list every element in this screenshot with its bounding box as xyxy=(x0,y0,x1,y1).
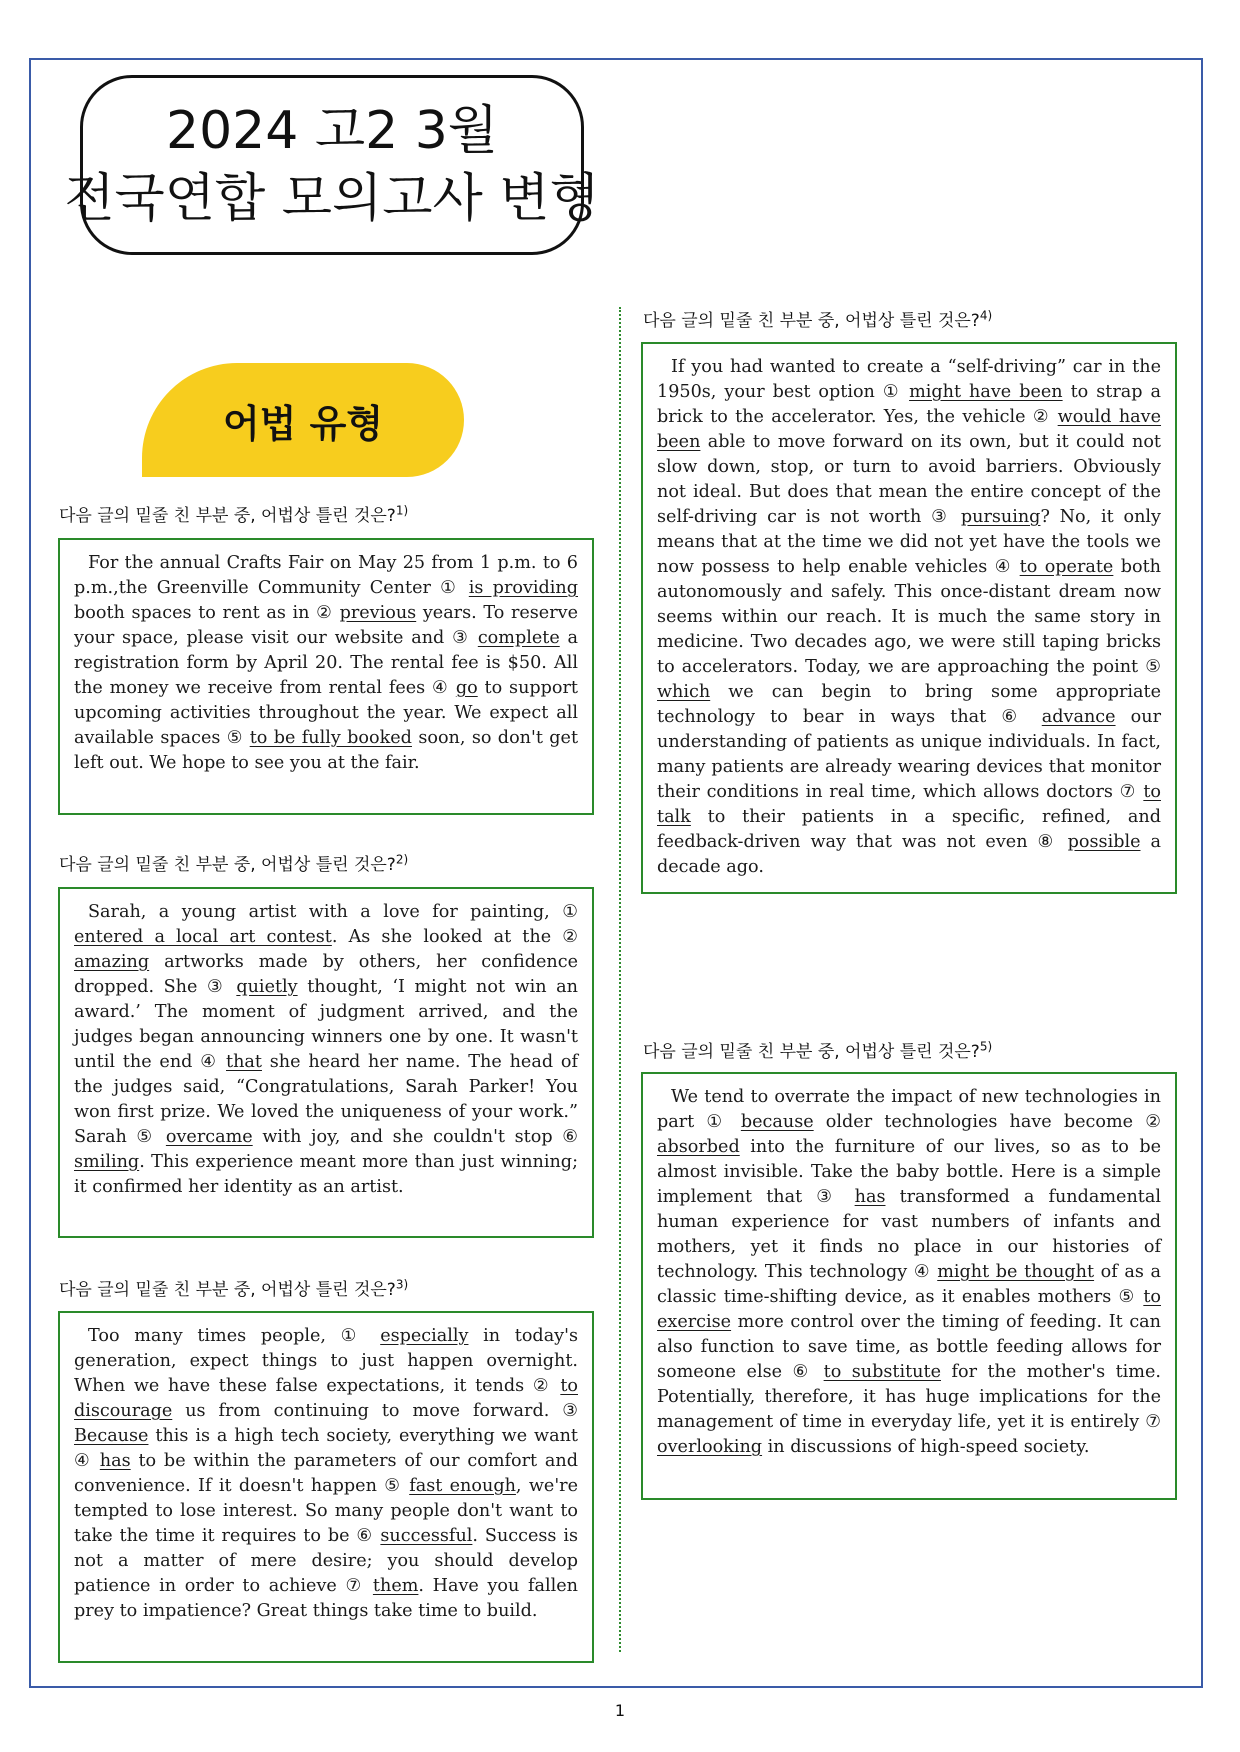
passage-text: us from continuing to move forward. ③ xyxy=(172,1401,578,1421)
underlined-choice: to substitute xyxy=(823,1362,941,1382)
passage-text: able to move forward on its own, but it could not slow down, stop, or turn to avoid barriers. Obviously not ideal. But does that mean the entire concept of the self-driving car is not worth ③ xyxy=(657,432,1161,527)
underlined-choice: quietly xyxy=(236,977,298,997)
question-4-passage xyxy=(641,342,1177,894)
passage-text: Too many times people, ① xyxy=(88,1326,381,1346)
passage-text: . This experience meant more than just winning; it confirmed her identity as an artist. xyxy=(74,1152,578,1197)
underlined-choice: to be fully booked xyxy=(249,728,412,748)
passage-text: our understanding of patients as unique individuals. In fact, many patients are already wearing devices that monitor their conditions in real time, which allows doctors ⑦ xyxy=(657,707,1161,802)
passage-text: in today's generation, expect things to just happen overnight. When we have these false expectations, it tends ② xyxy=(74,1326,578,1396)
passage-text: booth spaces to rent as in ② xyxy=(74,603,340,623)
passage-text: to support upcoming activities throughout the year. We expect all available spaces ⑤ xyxy=(74,678,578,748)
underlined-choice: might be thought xyxy=(937,1262,1095,1282)
passage-text: with joy, and she couldn't stop ⑥ xyxy=(252,1127,578,1147)
passage-text: to their patients in a specific, refined, and feedback-driven way that was not even ⑧ xyxy=(657,807,1161,852)
underlined-choice: would have been xyxy=(657,407,1162,452)
underlined-choice: entered a local art contest xyxy=(74,927,332,947)
exam-title-line1: 2024 고2 3월 xyxy=(165,101,499,161)
passage-text: both autonomously and safely. This once-distant dream now seems within our reach. It is much the same story in medicine. Two decades ago, we were still taping bricks to accelerators. Today, we are approaching the point ⑤ xyxy=(657,557,1161,677)
exam-title-line2: 전국연합 모의고사 변형 xyxy=(64,169,600,229)
passage-text: Sarah, a young artist with a love for painting, ① xyxy=(88,902,578,922)
underlined-choice: smiling xyxy=(74,1152,140,1172)
column-divider xyxy=(619,307,621,1652)
passage-text: We tend to overrate the impact of new technologies in part ① xyxy=(657,1087,1161,1132)
underlined-choice: successful xyxy=(380,1526,473,1546)
passage-text: a registration form by April 20. The rental fee is $50. All the money we receive from rental fees ④ xyxy=(74,628,578,698)
passage-text: more control over the timing of feeding. It can also function to save time, as bottle feeding allows for someone else ⑥ xyxy=(657,1312,1161,1382)
passage-text: a decade ago. xyxy=(657,832,1161,877)
passage-text: for the mother's time. Potentially, therefore, it has huge implications for the management of time in everyday life, yet it is entirely ⑦ xyxy=(657,1362,1161,1432)
underlined-choice: them xyxy=(372,1576,419,1596)
passage-text: soon, so don't get left out. We hope to see you at the fair. xyxy=(74,728,579,773)
underlined-choice: that xyxy=(226,1052,262,1072)
question-3-passage xyxy=(58,1311,594,1663)
passage-text: she heard her name. The head of the judges said, “Congratulations, Sarah Parker! You won first prize. We loved the uniqueness of your work.” Sarah ⑤ xyxy=(74,1052,578,1147)
passage-text: For the annual Crafts Fair on May 25 from 1 p.m. to 6 p.m.,the Greenville Community Center ① xyxy=(74,553,578,598)
underlined-choice: to exercise xyxy=(657,1287,1161,1332)
underlined-choice: overcame xyxy=(165,1127,253,1147)
underlined-choice: fast enough xyxy=(409,1476,516,1496)
underlined-choice: advance xyxy=(1041,707,1116,727)
passage-text: thought, ‘I might not win an award.’ The moment of judgment arrived, and the judges began announcing winners one by one. It wasn't until the end ④ xyxy=(74,977,579,1072)
underlined-choice: to operate xyxy=(1019,557,1114,577)
question-5-prompt: 다음 글의 밑줄 친 부분 중, 어법상 틀린 것은?$^{5)}$ xyxy=(643,1039,993,1062)
passage-text: this is a high tech society, everything we want ④ xyxy=(74,1426,578,1471)
exam-title-box xyxy=(64,75,600,255)
passage-text: older technologies have become ② xyxy=(813,1112,1161,1132)
passage-text: . As she looked at the ② xyxy=(331,927,579,947)
underlined-choice: which xyxy=(657,682,711,702)
underlined-choice: absorbed xyxy=(657,1137,740,1157)
passage-text: . Have you fallen prey to impatience? Great things take time to build. xyxy=(74,1576,578,1621)
passage-text: years. To reserve your space, please visit our website and ③ xyxy=(74,603,578,648)
underlined-choice: especially xyxy=(380,1326,469,1346)
underlined-choice: Because xyxy=(74,1426,149,1446)
passage-text: artworks made by others, her confidence dropped. She ③ xyxy=(74,952,578,997)
underlined-choice: is providing xyxy=(468,578,578,598)
underlined-choice: complete xyxy=(477,628,560,648)
question-1-prompt: 다음 글의 밑줄 친 부분 중, 어법상 틀린 것은?$^{1)}$ xyxy=(59,503,409,526)
question-3-prompt: 다음 글의 밑줄 친 부분 중, 어법상 틀린 것은?$^{3)}$ xyxy=(59,1277,409,1300)
underlined-choice: previous xyxy=(339,603,417,623)
passage-text: to strap a brick to the accelerator. Yes, the vehicle ② xyxy=(657,382,1161,427)
passage-text: transformed a fundamental human experience for vast numbers of infants and mothers, yet it finds no place in our histories of technology. This technology ④ xyxy=(657,1187,1161,1282)
question-2-prompt: 다음 글의 밑줄 친 부분 중, 어법상 틀린 것은?$^{2)}$ xyxy=(59,852,409,875)
underlined-choice: to talk xyxy=(657,782,1161,827)
passage-text: to be within the parameters of our comfort and convenience. If it doesn't happen ⑤ xyxy=(74,1451,578,1496)
underlined-choice: has xyxy=(854,1187,886,1207)
passage-text: If you had wanted to create a “self-driving” car in the 1950s, your best option ① xyxy=(657,357,1161,402)
page-number: 1 xyxy=(614,1701,626,1720)
passage-text: . Success is not a matter of mere desire; you should develop patience in order to achieve ⑦ xyxy=(74,1526,578,1596)
question-1-passage xyxy=(58,538,594,815)
question-5-passage xyxy=(641,1072,1177,1500)
underlined-choice: might have been xyxy=(909,382,1063,402)
underlined-choice: pursuing xyxy=(960,507,1041,527)
passage-text: we can begin to bring some appropriate technology to bear in ways that ⑥ xyxy=(657,682,1161,727)
underlined-choice: overlooking xyxy=(657,1437,763,1457)
passage-text: ? No, it only means that at the time we did not yet have the tools we now possess to help enable vehicles ④ xyxy=(657,507,1161,577)
underlined-choice: possible xyxy=(1067,832,1141,852)
underlined-choice: amazing xyxy=(74,952,150,972)
underlined-choice: because xyxy=(740,1112,814,1132)
underlined-choice: has xyxy=(99,1451,131,1471)
question-2-passage xyxy=(58,887,594,1238)
question-4-prompt: 다음 글의 밑줄 친 부분 중, 어법상 틀린 것은?$^{4)}$ xyxy=(643,308,993,331)
question-type-badge: 어법 유형 xyxy=(142,363,464,477)
passage-text: , we're tempted to lose interest. So many people don't want to take the time it requires to be ⑥ xyxy=(74,1476,579,1546)
underlined-choice: go xyxy=(455,678,478,698)
passage-text: in discussions of high-speed society. xyxy=(762,1437,1090,1457)
passage-text: into the furniture of our lives, so as to be almost invisible. Take the baby bottle. Here is a simple implement that ③ xyxy=(657,1137,1161,1207)
underlined-choice: to discourage xyxy=(74,1376,578,1421)
passage-text: of as a classic time-shifting device, as it enables mothers ⑤ xyxy=(657,1262,1162,1307)
